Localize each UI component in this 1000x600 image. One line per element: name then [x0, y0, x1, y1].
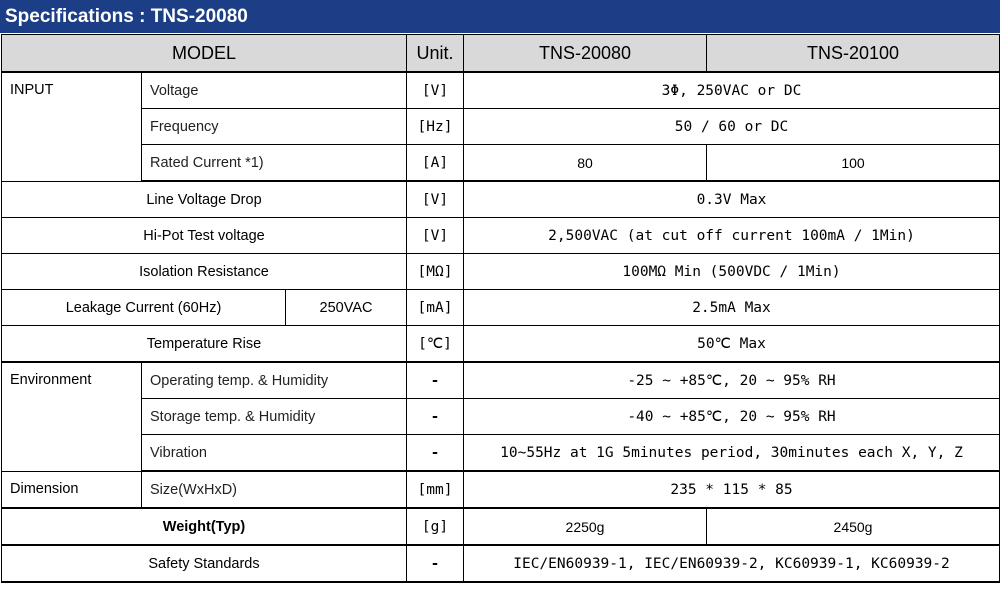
- row-storage: [2, 399, 1000, 435]
- header-row: [2, 35, 1000, 73]
- group-input: INPUT: [2, 72, 142, 181]
- value-size: 235 * 115 * 85: [464, 471, 1000, 508]
- unit-weight: [g]: [407, 508, 464, 545]
- label-storage: Storage temp. & Humidity: [142, 399, 407, 435]
- group-dimension: Dimension: [2, 471, 142, 508]
- value-rated-current-1: 80: [464, 145, 707, 182]
- header-unit: Unit.: [407, 35, 464, 73]
- row-temp-rise: [2, 326, 1000, 363]
- unit-storage: -: [407, 399, 464, 435]
- row-frequency: [2, 109, 1000, 145]
- label-hipot: Hi-Pot Test voltage: [2, 218, 407, 254]
- value-voltage: 3Φ, 250VAC or DC: [464, 72, 1000, 109]
- unit-operating: -: [407, 362, 464, 399]
- spec-title: Specifications : TNS-20080: [0, 0, 1000, 33]
- row-vibration: [2, 435, 1000, 472]
- value-operating: -25 ~ +85℃, 20 ~ 95% RH: [464, 362, 1000, 399]
- label-operating: Operating temp. & Humidity: [142, 362, 407, 399]
- row-hipot: [2, 218, 1000, 254]
- value-isolation: 100MΩ Min (500VDC / 1Min): [464, 254, 1000, 290]
- unit-frequency: [Hz]: [407, 109, 464, 145]
- header-model-2: TNS-20100: [707, 35, 1000, 73]
- value-frequency: 50 / 60 or DC: [464, 109, 1000, 145]
- value-weight-2: 2450g: [707, 508, 1000, 545]
- label-leakage-sub: 250VAC: [286, 290, 407, 326]
- value-safety: IEC/EN60939-1, IEC/EN60939-2, KC60939-1, KC60939-2: [464, 545, 1000, 582]
- label-weight: Weight(Typ): [2, 508, 407, 545]
- spec-table: [1, 34, 1000, 583]
- row-safety: [2, 545, 1000, 582]
- unit-safety: -: [407, 545, 464, 582]
- value-rated-current-2: 100: [707, 145, 1000, 182]
- label-rated-current: Rated Current *1): [142, 145, 407, 182]
- label-size: Size(WxHxD): [142, 471, 407, 508]
- row-leakage: [2, 290, 1000, 326]
- value-hipot: 2,500VAC (at cut off current 100mA / 1Min): [464, 218, 1000, 254]
- label-temp-rise: Temperature Rise: [2, 326, 407, 363]
- group-environment: Environment: [2, 362, 142, 471]
- row-isolation: [2, 254, 1000, 290]
- row-rated-current: [2, 145, 1000, 182]
- unit-voltage: [V]: [407, 72, 464, 109]
- unit-hipot: [V]: [407, 218, 464, 254]
- unit-leakage: [mA]: [407, 290, 464, 326]
- unit-line-voltage-drop: [V]: [407, 181, 464, 218]
- unit-isolation: [MΩ]: [407, 254, 464, 290]
- label-frequency: Frequency: [142, 109, 407, 145]
- header-model-1: TNS-20080: [464, 35, 707, 73]
- unit-size: [mm]: [407, 471, 464, 508]
- row-weight: [2, 508, 1000, 545]
- row-voltage: [2, 72, 1000, 109]
- unit-temp-rise: [℃]: [407, 326, 464, 363]
- row-dimension: [2, 471, 1000, 508]
- label-safety: Safety Standards: [2, 545, 407, 582]
- label-voltage: Voltage: [142, 72, 407, 109]
- unit-rated-current: [A]: [407, 145, 464, 182]
- value-temp-rise: 50℃ Max: [464, 326, 1000, 363]
- row-line-voltage-drop: [2, 181, 1000, 218]
- value-line-voltage-drop: 0.3V Max: [464, 181, 1000, 218]
- value-storage: -40 ~ +85℃, 20 ~ 95% RH: [464, 399, 1000, 435]
- label-isolation: Isolation Resistance: [2, 254, 407, 290]
- label-vibration: Vibration: [142, 435, 407, 472]
- value-vibration: 10~55Hz at 1G 5minutes period, 30minutes each X, Y, Z: [464, 435, 1000, 472]
- unit-vibration: -: [407, 435, 464, 472]
- label-line-voltage-drop: Line Voltage Drop: [2, 181, 407, 218]
- header-model: MODEL: [2, 35, 407, 73]
- row-operating: [2, 362, 1000, 399]
- value-leakage: 2.5mA Max: [464, 290, 1000, 326]
- value-weight-1: 2250g: [464, 508, 707, 545]
- label-leakage: Leakage Current (60Hz): [2, 290, 286, 326]
